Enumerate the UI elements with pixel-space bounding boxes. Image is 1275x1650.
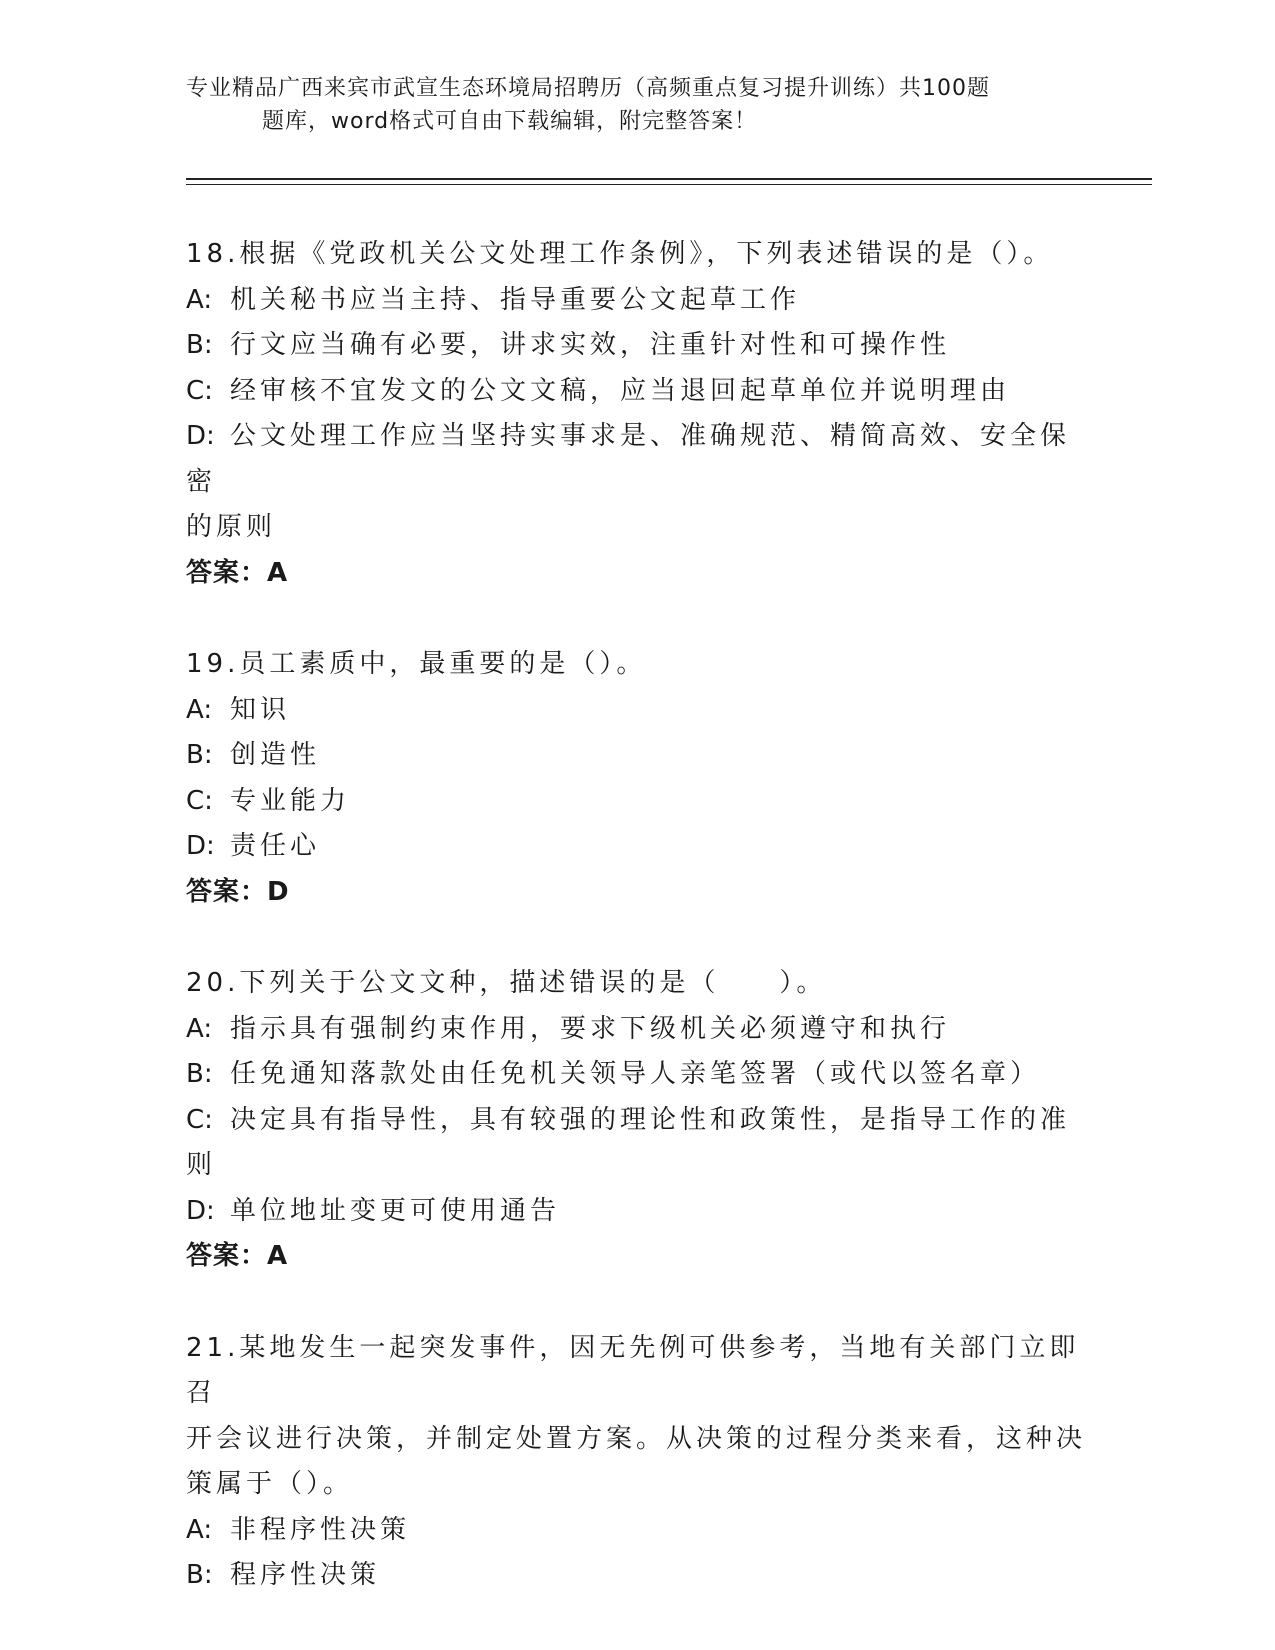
option-text: 创造性 (230, 740, 321, 770)
option-key: A: (186, 1013, 213, 1044)
option-key: D: (186, 1195, 215, 1226)
option-key: B: (186, 330, 213, 360)
question-text: 策属于（）。 (186, 1469, 354, 1499)
option-row (186, 733, 1086, 779)
option-key: A: (186, 1514, 213, 1545)
question-block (186, 642, 1086, 915)
option-row (186, 1052, 1086, 1098)
option-text: 知识 (230, 694, 291, 725)
question-text: 20.下列关于公文文种，描述错误的是（ ）。 (186, 968, 827, 998)
option-key: B: (186, 1560, 213, 1590)
header-rule-thick (186, 178, 1152, 180)
question-text: 19.员工素质中，最重要的是（）。 (186, 649, 647, 679)
question-list (186, 232, 1086, 1645)
option-key: C: (186, 1104, 213, 1135)
header-title-line2: 题库，word格式可自由下载编辑，附完整答案！ (262, 109, 758, 134)
option-key: C: (186, 375, 213, 406)
question-text: 开会议进行决策，并制定处置方案。从决策的过程分类来看，这种决 (186, 1423, 1087, 1454)
option-row (186, 323, 1086, 369)
option-row (186, 688, 1086, 734)
option-key: B: (186, 740, 213, 770)
option-key: D: (186, 831, 215, 861)
header-rule-thin (186, 184, 1152, 185)
option-row (186, 369, 1086, 415)
option-key: A: (186, 694, 213, 725)
option-key: C: (186, 785, 213, 816)
option-row (186, 824, 1086, 870)
option-key: D: (186, 421, 215, 451)
question-block (186, 961, 1086, 1280)
option-text: 专业能力 (230, 785, 351, 816)
question-block (186, 1326, 1086, 1599)
option-text: 经审核不宜发文的公文文稿，应当退回起草单位并说明理由 (230, 375, 1011, 406)
option-row (186, 278, 1086, 324)
question-text: 18.根据《党政机关公文处理工作条例》，下列表述错误的是（）。 (186, 239, 1054, 269)
option-row (186, 414, 1086, 505)
question-block (186, 232, 1086, 596)
option-text: 的原则 (186, 512, 277, 542)
option-row (186, 1007, 1086, 1053)
option-key: A: (186, 284, 213, 315)
option-row (186, 1189, 1086, 1235)
header-title-line1: 专业精品广西来宾市武宣生态环境局招聘历（高频重点复习提升训练）共100题 (186, 76, 990, 101)
option-row (186, 1553, 1086, 1599)
option-row (186, 1508, 1086, 1554)
option-row (186, 505, 1086, 551)
answer-line: 答案：A (186, 1241, 289, 1271)
question-text: 21.某地发生一起突发事件，因无先例可供参考，当地有关部门立即召 (186, 1332, 1080, 1408)
option-text: 程序性决策 (230, 1560, 381, 1590)
option-row (186, 1098, 1086, 1189)
option-text: 非程序性决策 (230, 1514, 411, 1545)
answer-line: 答案：A (186, 557, 289, 588)
document-header (186, 72, 1086, 138)
option-text: 行文应当确有必要，讲求实效，注重针对性和可操作性 (230, 330, 951, 360)
option-text: 指示具有强制约束作用，要求下级机关必须遵守和执行 (230, 1013, 951, 1044)
option-text: 公文处理工作应当坚持实事求是、准确规范、精简高效、安全保密 (186, 421, 1071, 497)
option-row (186, 779, 1086, 825)
option-text: 单位地址变更可使用通告 (230, 1195, 561, 1226)
option-text: 任免通知落款处由任免机关领导人亲笔签署（或代以签名章） (230, 1059, 1041, 1089)
option-text: 机关秘书应当主持、指导重要公文起草工作 (230, 284, 801, 315)
answer-line: 答案：D (186, 876, 290, 907)
option-text: 责任心 (230, 831, 321, 861)
option-key: B: (186, 1059, 213, 1089)
option-text: 决定具有指导性，具有较强的理论性和政策性，是指导工作的准则 (186, 1104, 1071, 1180)
